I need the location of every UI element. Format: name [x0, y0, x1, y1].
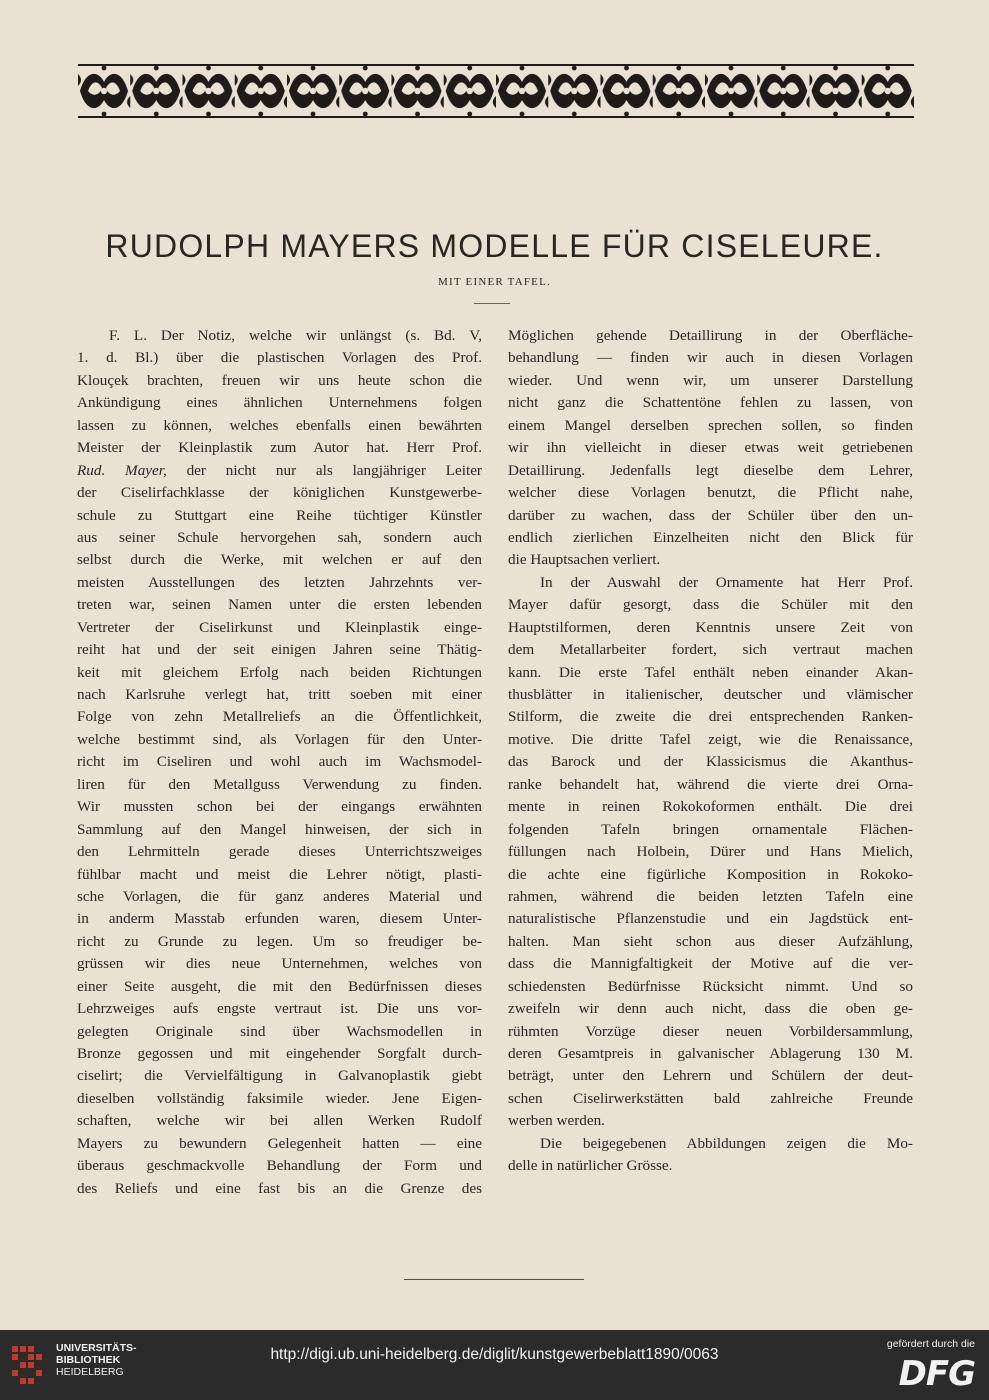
right-column-line: einem Mangel derselben sprechen sollen, so finden	[508, 416, 913, 434]
right-column-line: Hauptstilformen, deren Kenntnis unsere Zeit von	[508, 618, 913, 636]
text-column-right	[508, 325, 913, 1178]
right-column-line: Detaillirung. Jedenfalls legt dieselbe dem Lehrer,	[508, 461, 913, 479]
left-column-line: welche bestimmt sind, als Vorlagen für den Unter-	[77, 730, 482, 748]
right-column-line: schiedensten Bedürfnisse Rücksicht nimmt. Und so	[508, 977, 913, 995]
left-column-line: fühlbar macht und meist die Lehrer nötigt, plasti-	[77, 865, 482, 883]
right-column-line: rühmten Vorzüge dieser neuen Vorbildersammlung,	[508, 1022, 913, 1040]
left-column-line: Vertreter der Ciselirkunst und Kleinplastik einge-	[77, 618, 482, 636]
article-subtitle: MIT EINER TAFEL.	[438, 276, 551, 288]
left-column-line: aus seiner Schule hervorgehen sah, sondern auch	[77, 528, 482, 546]
title-divider	[474, 303, 510, 304]
left-column-line: überaus geschmackvolle Behandlung der Form und	[77, 1157, 482, 1175]
funding-caption: gefördert durch die	[886, 1338, 975, 1350]
left-column-line: reiht hat und der seit einigen Jahren seine Thätig-	[77, 641, 482, 659]
left-column-line: Bronze gegossen und mit eingehender Sorgfalt durch-	[77, 1045, 482, 1062]
library-name-line-1: UNIVERSITÄTS-	[56, 1342, 137, 1354]
right-column-line: welcher diese Vorlagen benutzt, die Pflicht nahe,	[508, 484, 913, 502]
left-column-line: meisten Ausstellungen des letzten Jahrzehnts ver-	[77, 573, 482, 591]
ornamental-header-band	[78, 64, 914, 118]
left-column-line: Sammlung auf den Mangel hinweisen, der sich in	[77, 820, 482, 838]
left-column-line: sche Vorlagen, die für ganz anderes Material und	[77, 887, 482, 905]
right-column-line: ranke behandelt hat, während die vierte drei Orna-	[508, 775, 913, 793]
right-column-line: Mayer dafür gesorgt, dass die Schüler mit den	[508, 596, 913, 614]
left-column-line: den Lehrmitteln gerade dieses Unterrichtszweiges	[77, 843, 482, 861]
right-column-line: zweifeln wir denn auch nicht, dass die oben ge-	[508, 1000, 913, 1018]
right-column-line: naturalistische Pflanzenstudie und ein Jagdstück ent-	[508, 910, 913, 928]
permalink-url[interactable]: http://digi.ub.uni-heidelberg.de/diglit/kunstgewerbeblatt1890/0063	[270, 1346, 719, 1363]
left-column-line: Mayers zu bewundern Gelegenheit hatten — eine	[77, 1134, 482, 1152]
left-column-line: Lehrzweiges aufs engste vertraut ist. Die uns vor-	[77, 1000, 482, 1018]
left-column-line: ciselirt; die Vervielfältigung in Galvanoplastik giebt	[77, 1067, 482, 1085]
right-column-line: thusblätter in italienischer, deutscher und vlämischer	[508, 686, 913, 703]
right-column-line: beträgt, unter den Lehrern und Schülern der deut-	[508, 1067, 913, 1085]
right-column-line: die Hauptsachen verliert.	[508, 551, 661, 569]
left-column-line: lassen zu können, welches ebenfalls einen bewährten	[77, 416, 482, 434]
left-column-line: schule zu Stuttgart eine Reihe tüchtiger Künstler	[77, 506, 482, 524]
right-column-line: In der Auswahl der Ornamente hat Herr Prof.	[540, 573, 913, 591]
right-column-line: dass die Mannigfaltigkeit der Motive auf die ver-	[508, 955, 913, 973]
closing-divider	[404, 1279, 584, 1280]
right-column-line: das Barock und der Klassicismus die Akanthus-	[508, 753, 913, 771]
right-column-line: deren Gesamtpreis in galvanischer Ablagerung 130 M.	[508, 1045, 913, 1062]
right-column-line: Stilform, die zweite die drei entsprechenden Ranken-	[508, 708, 913, 726]
right-column-line: motive. Die dritte Tafel zeigt, wie die Renaissance,	[508, 730, 913, 748]
right-column-line: rahmen, während die beiden letzten Tafeln eine	[508, 887, 913, 905]
right-column-line: endlich zierlichen Einzelheiten nicht den Blick für	[508, 528, 913, 546]
right-column-line: folgenden Tafeln bringen ornamentale Flächen-	[508, 820, 913, 838]
right-column-line: Die beigegebenen Abbildungen zeigen die Mo-	[540, 1134, 913, 1152]
left-column-line: einer Seite ausgeht, die mit den Bedürfnissen dieses	[77, 977, 482, 995]
right-column-line: mente in reinen Rokokoformen enthält. Die drei	[508, 798, 913, 816]
left-column-line: richt zu Grunde zu legen. Um so freudiger be-	[77, 932, 482, 950]
left-column-line: in anderm Masstab erfunden waren, diesem Unter-	[77, 910, 482, 928]
author-name-italic: Rud. Mayer,	[77, 461, 167, 479]
left-column-line: des Reliefs und eine fast bis an die Grenze des	[77, 1179, 482, 1197]
article-title: RUDOLPH MAYERS MODELLE FÜR CISELEURE.	[105, 228, 884, 264]
right-column-line: die achte eine figürliche Komposition in Rokoko-	[508, 865, 913, 883]
left-column-line: Rud. Mayer, der nicht nur als langjähriger Leiter	[77, 461, 482, 479]
left-column-line: Klouçek brachten, freuen wir uns heute schon die	[77, 371, 482, 389]
right-column-line: behandlung — finden wir auch in diesen Vorlagen	[508, 349, 913, 367]
right-column-line: werben werden.	[508, 1112, 605, 1130]
left-column-line: dieselben vollständig faksimile wieder. Jene Eigen-	[77, 1089, 482, 1107]
left-column-line: grüssen wir dies neue Unternehmen, welches von	[77, 955, 482, 973]
right-column-line: kann. Die erste Tafel enthält neben einander Akan-	[508, 663, 913, 681]
left-column-line: Meister der Kleinplastik zum Autor hat. Herr Prof.	[77, 439, 482, 457]
right-column-line: schen Ciselirwerkstätten bald zahlreiche Freunde	[508, 1089, 913, 1107]
left-column-line: schaften, welche wir bei allen Werken Rudolf	[77, 1112, 482, 1130]
right-column-line: delle in natürlicher Grösse.	[508, 1157, 673, 1175]
left-column-line: Wir mussten schon bei der eingangs erwähnten	[77, 798, 482, 816]
right-column-line: wieder. Und wenn wir, um unserer Darstellung	[508, 371, 913, 389]
left-column-line: 1. d. Bl.) über die plastischen Vorlagen des Prof.	[77, 349, 482, 367]
left-column-line: Ankündigung eines ähnlichen Unternehmens folgen	[77, 394, 482, 412]
left-column-line: selbst durch die Werke, mit welchen er auf den	[77, 551, 482, 569]
left-column-line: F. L. Der Notiz, welche wir unlängst (s. Bd. V,	[109, 327, 482, 344]
right-column-line: wir ihn vielleicht in dieser etwas weit getriebenen	[508, 439, 913, 457]
left-column-line: liren für den Metallguss Verwendung zu finden.	[77, 775, 482, 793]
left-column-line: gelegten Originale sind über Wachsmodellen in	[77, 1022, 482, 1040]
left-column-line: Folge von zehn Metallreliefs an die Öffentlichkeit,	[77, 708, 482, 726]
left-column-line: der Ciselirfachklasse der königlichen Kunstgewerbe-	[77, 484, 482, 502]
library-name-line-2: BIBLIOTHEK	[56, 1354, 121, 1366]
left-column-line: treten war, seinen Namen unter die ersten lebenden	[77, 596, 482, 614]
library-name-line-3: HEIDELBERG	[56, 1366, 124, 1378]
right-column-line: halten. Man sieht schon aus dieser Aufzählung,	[508, 932, 913, 950]
right-column-line: nicht ganz die Schattentöne fehlen zu lassen, von	[508, 394, 913, 412]
right-column-line: dem Metallarbeiter fordert, sich vertraut machen	[508, 641, 913, 659]
viewer-footer	[0, 1330, 989, 1400]
left-column-line: nach Karlsruhe verlegt hat, tritt soeben mit einer	[77, 686, 482, 703]
right-column-line: füllungen nach Holbein, Dürer und Hans Mielich,	[508, 843, 913, 861]
left-column-line: richt im Ciseliren und wohl auch im Wachsmodel-	[77, 753, 482, 771]
dfg-logo: DFG	[898, 1354, 975, 1394]
text-column-left	[77, 325, 482, 1200]
left-column-line: keit mit gleichem Erfolg nach beiden Richtungen	[77, 663, 482, 681]
right-column-line: Möglichen gehende Detaillirung in der Oberfläche-	[508, 327, 913, 344]
right-column-line: darüber zu wachen, dass der Schüler über den un-	[508, 506, 913, 524]
